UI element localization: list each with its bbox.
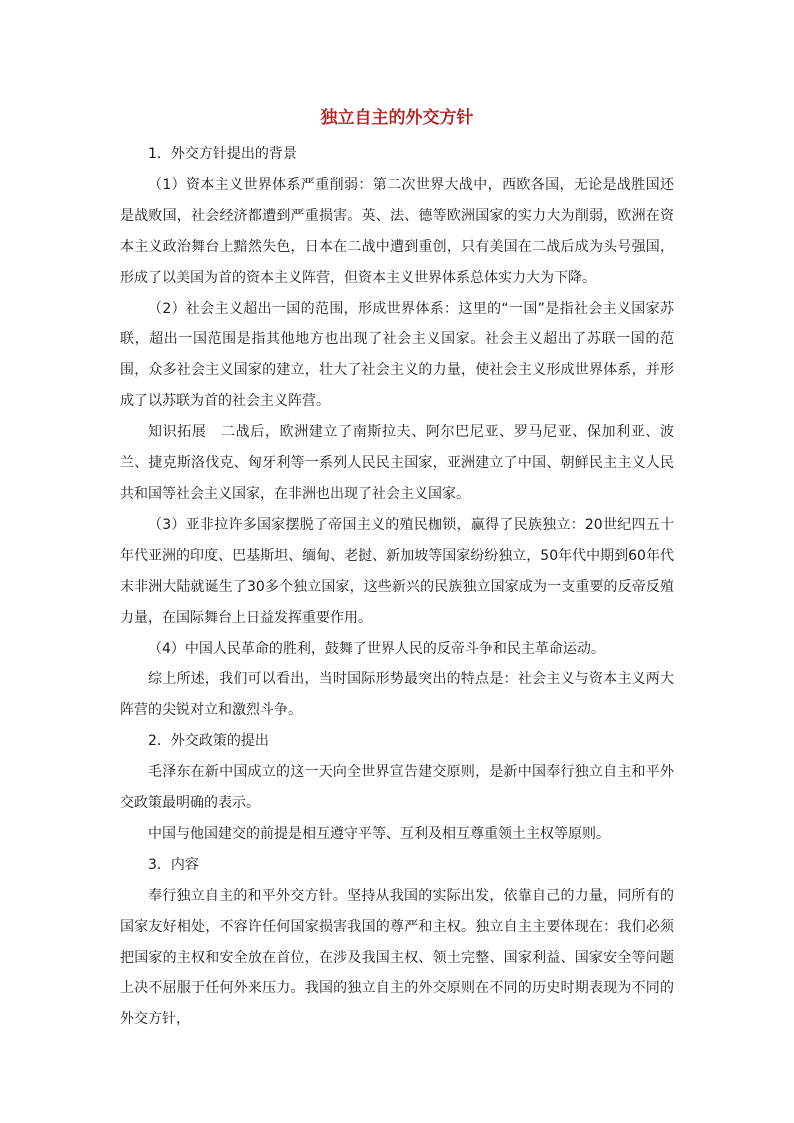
knowledge-extension-paragraph: 知识拓展 二战后，欧洲建立了南斯拉夫、阿尔巴尼亚、罗马尼亚、保加利亚、波兰、捷克斯洛伐克、匈牙利等一系列人民民主国家，亚洲建立了中国、朝鲜民主主义人民共和国等社会主义国家，在非洲也出现了社会主义国家。 — [120, 424, 674, 502]
paragraph: 奉行独立自主的和平外交方针。坚持从我国的实际出发，依靠自己的力量，同所有的国家友好相处，不容许任何国家损害我国的尊严和主权。独立自主主要体现在：我们必须把国家的主权和安全放在首位，在涉及我国主权、领土完整、国家利益、国家安全等问题上决不屈服于任何外来压力。我国的独立自主的外交原则在不同的历史时期表现为不同的外交方针， — [120, 887, 674, 1028]
document-title: 独立自主的外交方针 — [320, 108, 474, 128]
paragraph: 毛泽东在新中国成立的这一天向全世界宣告建交原则，是新中国奉行独立自主和平外交政策最明确的表示。 — [120, 764, 674, 812]
paragraph: （3）亚非拉许多国家摆脱了帝国主义的殖民枷锁，赢得了民族独立：20世纪四五十年代亚洲的印度、巴基斯坦、缅甸、老挝、新加坡等国家纷纷独立，50年代中期到60年代末非洲大陆就诞生了30多个独立国家，这些新兴的民族独立国家成为一支重要的反帝反殖力量，在国际舞台上日益发挥重要作用。 — [120, 516, 674, 626]
section-heading-policy: 2．外交政策的提出 — [148, 733, 269, 750]
section-heading-content: 3．内容 — [148, 856, 199, 873]
paragraph: （2）社会主义超出一国的范围，形成世界体系：这里的“一国”是指社会主义国家苏联，超出一国范围是指其他地方也出现了社会主义国家。社会主义超出了苏联一国的范围，众多社会主义国家的建立，壮大了社会主义的力量，使社会主义形成世界体系，并形成了以苏联为首的社会主义阵营。 — [120, 300, 674, 410]
summary-paragraph: 综上所述，我们可以看出，当时国际形势最突出的特点是：社会主义与资本主义两大阵营的尖锐对立和激烈斗争。 — [120, 671, 674, 719]
section-heading-background: 1．外交方针提出的背景 — [148, 146, 297, 162]
paragraph: （4）中国人民革命的胜利，鼓舞了世界人民的反帝斗争和民主革命运动。 — [148, 640, 605, 657]
paragraph: 中国与他国建交的前提是相互遵守平等、互利及相互尊重领土主权等原则。 — [148, 825, 610, 842]
paragraph: （1）资本主义世界体系严重削弱：第二次世界大战中，西欧各国，无论是战胜国还是战败国，社会经济都遭到严重损害。英、法、德等欧洲国家的实力大为削弱，欧洲在资本主义政治舞台上黯然失色，日本在二战中遭到重创，只有美国在二战后成为头号强国，形成了以美国为首的资本主义阵营，但资本主义世界体系总体实力大为下降。 — [120, 176, 674, 286]
